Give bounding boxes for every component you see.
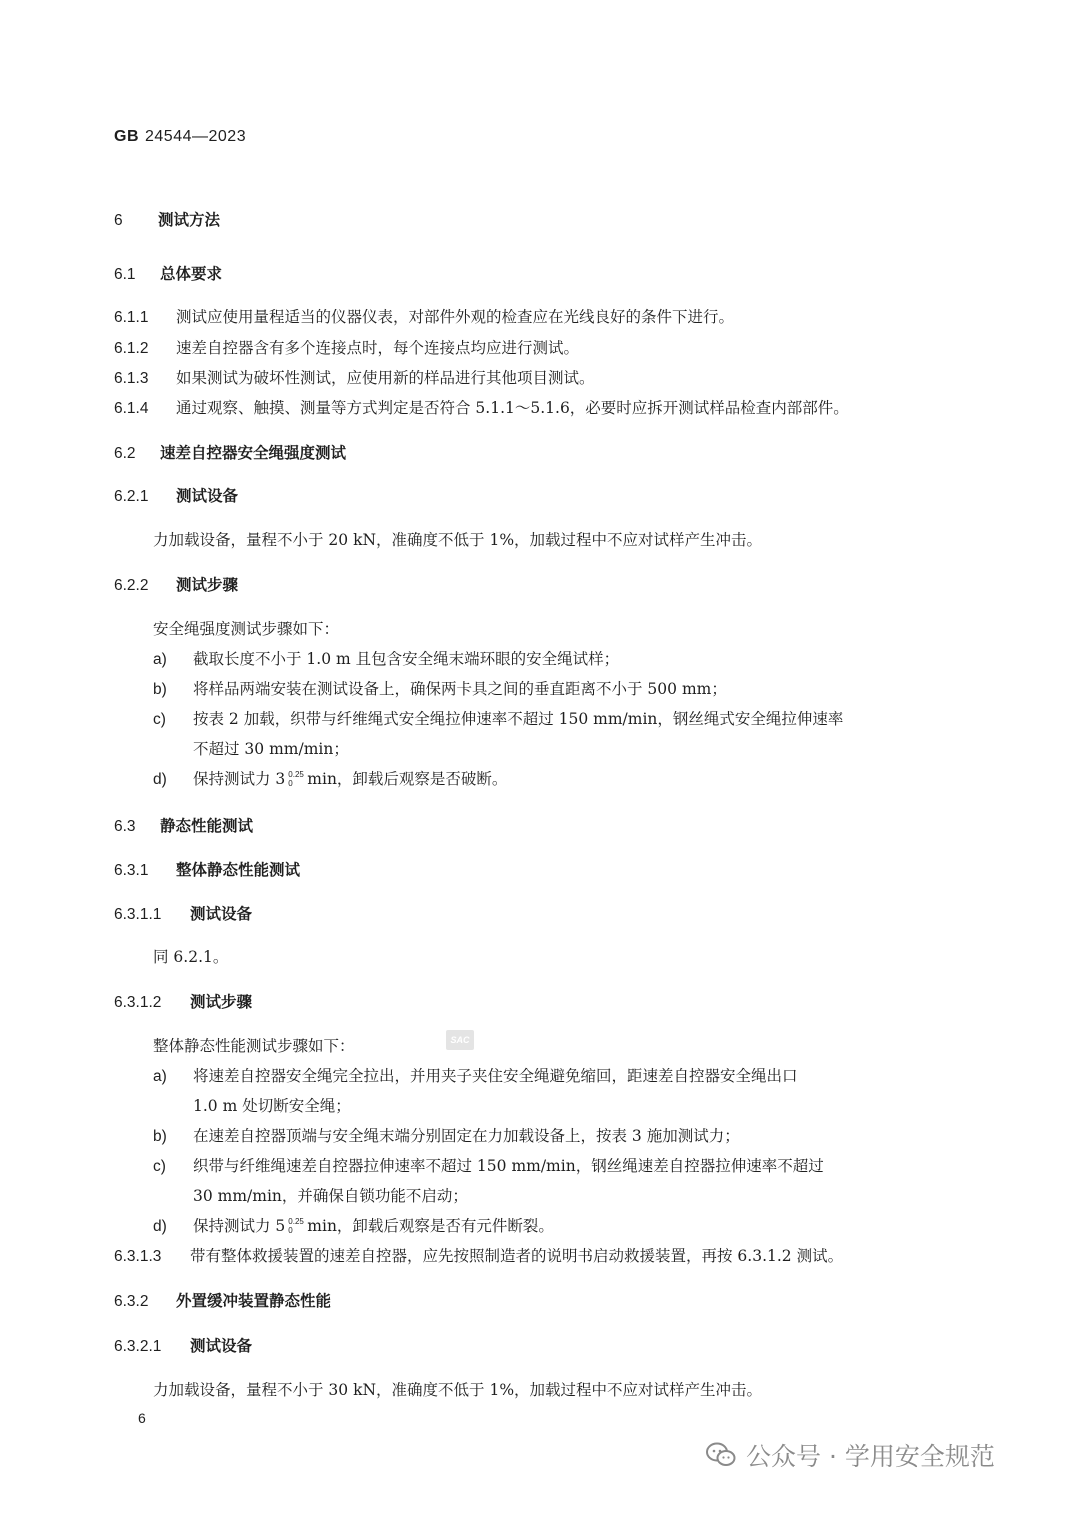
clause-6-1-1: 6.1.1 测试应使用量程适当的仪器仪表，对部件外观的检查应在光线良好的条件下进行。 <box>114 308 735 326</box>
clause-6-3-1-1-body: 同 6.2.1。 <box>153 948 229 966</box>
list-item: b) 将样品两端安装在测试设备上，确保两卡具之间的垂直距离不小于 500 mm； <box>153 680 727 698</box>
section-heading-6-3: 6.3 静态性能测试 <box>114 817 254 835</box>
list-item-continuation: 不超过 30 mm/min； <box>193 740 349 758</box>
section-heading-6-2: 6.2 速差自控器安全绳强度测试 <box>114 444 347 462</box>
tolerance: 0.25 0 <box>288 1217 304 1235</box>
list-item: c) 织带与纤维绳速差自控器拉伸速率不超过 150 mm/min，钢丝绳速差自控器拉伸速率不超过 <box>153 1157 824 1175</box>
sac-stamp: SAC <box>446 1030 474 1050</box>
section-heading-6: 6 测试方法 <box>114 211 221 229</box>
standard-prefix: GB <box>114 128 139 145</box>
list-item: a) 将速差自控器安全绳完全拉出，并用夹子夹住安全绳避免缩回，距速差自控器安全绳出口 <box>153 1067 798 1085</box>
clause-6-2-2-intro: 安全绳强度测试步骤如下： <box>153 620 340 638</box>
section-heading-6-3-1: 6.3.1 整体静态性能测试 <box>114 861 301 879</box>
clause-6-3-2-1-body: 力加载设备，量程不小于 30 kN，准确度不低于 1%，加载过程中不应对试样产生冲击。 <box>153 1381 763 1399</box>
watermark <box>706 1435 995 1475</box>
list-item-continuation: 1.0 m 处切断安全绳； <box>193 1097 351 1115</box>
clause-6-3-1-3: 6.3.1.3 带有整体救援装置的速差自控器，应先按照制造者的说明书启动救援装置，再按 6.3.1.2 测试。 <box>114 1247 844 1265</box>
list-item: c) 按表 2 加载，织带与纤维绳式安全绳拉伸速率不超过 150 mm/min，钢丝绳式安全绳拉伸速率 <box>153 710 844 728</box>
watermark-text: 公众号 · 学用安全规范 <box>746 1442 995 1471</box>
list-item: d) 保持测试力 5 0.25 0 min，卸载后观察是否有元件断裂。 <box>153 1217 554 1235</box>
section-heading-6-2-2: 6.2.2 测试步骤 <box>114 576 239 594</box>
list-item: d) 保持测试力 3 0.25 0 min，卸载后观察是否破断。 <box>153 770 508 788</box>
clause-6-1-2: 6.1.2 速差自控器含有多个连接点时，每个连接点均应进行测试。 <box>114 339 580 357</box>
list-item-continuation: 30 mm/min，并确保自锁功能不启动； <box>193 1187 468 1205</box>
section-heading-6-2-1: 6.2.1 测试设备 <box>114 487 239 505</box>
standard-number: 24544—2023 <box>145 128 247 145</box>
section-heading-6-3-1-1: 6.3.1.1 测试设备 <box>114 905 253 923</box>
standard-code <box>114 128 246 146</box>
list-item: a) 截取长度不小于 1.0 m 且包含安全绳末端环眼的安全绳试样； <box>153 650 620 668</box>
page-number: 6 <box>138 1410 146 1426</box>
clause-6-3-1-2-intro: 整体静态性能测试步骤如下： <box>153 1037 355 1055</box>
wechat-icon <box>706 1442 736 1468</box>
section-heading-6-1: 6.1 总体要求 <box>114 265 223 283</box>
section-heading-6-3-2: 6.3.2 外置缓冲装置静态性能 <box>114 1292 332 1310</box>
section-heading-6-3-2-1: 6.3.2.1 测试设备 <box>114 1337 253 1355</box>
tolerance: 0.25 0 <box>288 770 304 788</box>
clause-6-1-4: 6.1.4 通过观察、触摸、测量等方式判定是否符合 5.1.1～5.1.6，必要时应拆开测试样品检查内部部件。 <box>114 399 849 417</box>
list-item: b) 在速差自控器顶端与安全绳末端分别固定在力加载设备上，按表 3 施加测试力； <box>153 1127 740 1145</box>
clause-6-1-3: 6.1.3 如果测试为破坏性测试，应使用新的样品进行其他项目测试。 <box>114 369 595 387</box>
clause-6-2-1-body: 力加载设备，量程不小于 20 kN，准确度不低于 1%，加载过程中不应对试样产生冲击。 <box>153 531 763 549</box>
section-heading-6-3-1-2: 6.3.1.2 测试步骤 <box>114 993 253 1011</box>
